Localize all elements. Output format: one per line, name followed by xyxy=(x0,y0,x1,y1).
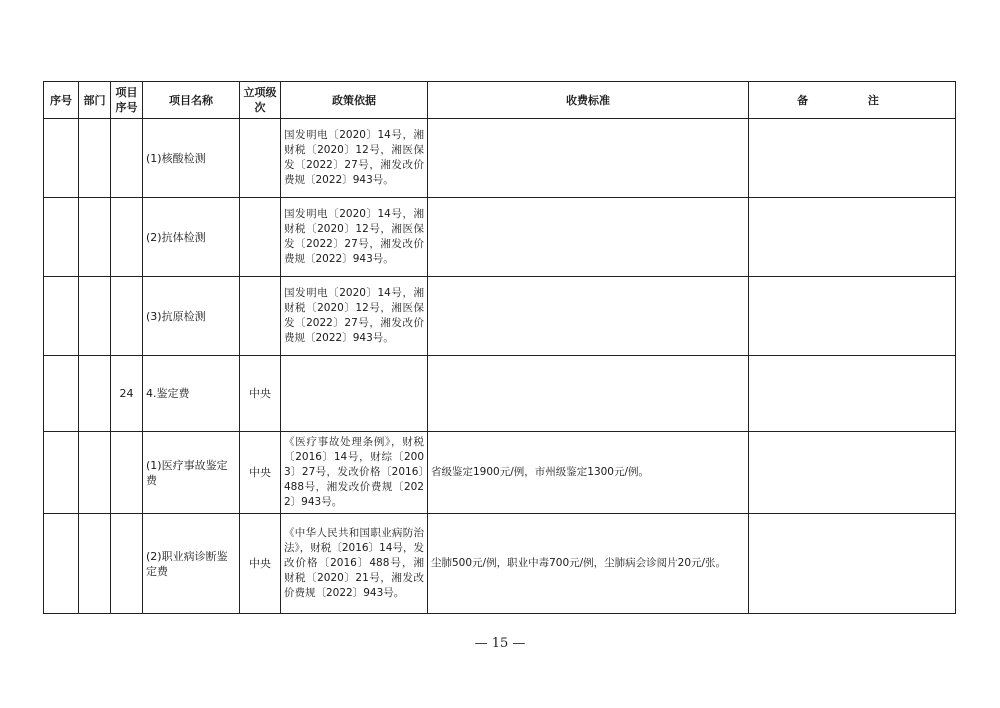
cell-remark xyxy=(749,119,956,198)
cell-item-seq xyxy=(111,119,143,198)
cell-level: 中央 xyxy=(240,514,281,614)
table-row xyxy=(44,277,956,356)
cell-policy: 《医疗事故处理条例》，财税〔2016〕14号，财综〔2003〕27号，发改价格〔2016〕488号，湘发改价费规〔2022〕943号。 xyxy=(281,432,428,514)
cell-standard xyxy=(428,198,749,277)
cell-standard xyxy=(428,277,749,356)
table-row xyxy=(44,198,956,277)
cell-policy: 国发明电〔2020〕14号，湘财税〔2020〕12号，湘医保发〔2022〕27号，湘发改价费规〔2022〕943号。 xyxy=(281,119,428,198)
cell-name: (3)抗原检测 xyxy=(143,277,240,356)
table-row xyxy=(44,119,956,198)
cell-item-seq xyxy=(111,277,143,356)
cell-item-seq xyxy=(111,198,143,277)
header-standard: 收费标准 xyxy=(428,82,749,119)
cell-seq xyxy=(44,198,79,277)
cell-dept xyxy=(79,119,111,198)
cell-seq xyxy=(44,514,79,614)
header-item-seq: 项目序号 xyxy=(111,82,143,119)
cell-remark xyxy=(749,198,956,277)
cell-level: 中央 xyxy=(240,356,281,432)
cell-name: (1)医疗事故鉴定费 xyxy=(143,432,240,514)
header-dept: 部门 xyxy=(79,82,111,119)
cell-level: 中央 xyxy=(240,432,281,514)
cell-seq xyxy=(44,356,79,432)
cell-policy: 国发明电〔2020〕14号，湘财税〔2020〕12号，湘医保发〔2022〕27号，湘发改价费规〔2022〕943号。 xyxy=(281,277,428,356)
cell-remark xyxy=(749,356,956,432)
cell-level xyxy=(240,119,281,198)
cell-level xyxy=(240,198,281,277)
cell-remark xyxy=(749,277,956,356)
header-level: 立项级次 xyxy=(240,82,281,119)
cell-item-seq: 24 xyxy=(111,356,143,432)
cell-standard: 尘肺500元/例，职业中毒700元/例，尘肺病会诊阅片20元/张。 xyxy=(428,514,749,614)
cell-dept xyxy=(79,277,111,356)
cell-policy: 国发明电〔2020〕14号，湘财税〔2020〕12号，湘医保发〔2022〕27号，湘发改价费规〔2022〕943号。 xyxy=(281,198,428,277)
table-row xyxy=(44,514,956,614)
cell-dept xyxy=(79,356,111,432)
cell-item-seq xyxy=(111,514,143,614)
table-row xyxy=(44,432,956,514)
cell-item-seq xyxy=(111,432,143,514)
cell-name: (1)核酸检测 xyxy=(143,119,240,198)
cell-remark xyxy=(749,432,956,514)
cell-dept xyxy=(79,432,111,514)
table-row xyxy=(44,356,956,432)
fee-table xyxy=(43,81,956,614)
header-remark: 备 注 xyxy=(749,82,956,119)
cell-name: (2)抗体检测 xyxy=(143,198,240,277)
header-seq: 序号 xyxy=(44,82,79,119)
cell-seq xyxy=(44,432,79,514)
cell-dept xyxy=(79,198,111,277)
cell-policy: 《中华人民共和国职业病防治法》，财税〔2016〕14号，发改价格〔2016〕488号，湘财税〔2020〕21号，湘发改价费规〔2022〕943号。 xyxy=(281,514,428,614)
cell-policy xyxy=(281,356,428,432)
cell-seq xyxy=(44,119,79,198)
cell-name: 4.鉴定费 xyxy=(143,356,240,432)
cell-remark xyxy=(749,514,956,614)
cell-dept xyxy=(79,514,111,614)
header-row xyxy=(44,82,956,119)
page-number: — 15 — xyxy=(474,636,526,651)
cell-standard: 省级鉴定1900元/例，市州级鉴定1300元/例。 xyxy=(428,432,749,514)
header-policy: 政策依据 xyxy=(281,82,428,119)
cell-standard xyxy=(428,119,749,198)
cell-level xyxy=(240,277,281,356)
header-name: 项目名称 xyxy=(143,82,240,119)
cell-seq xyxy=(44,277,79,356)
cell-standard xyxy=(428,356,749,432)
cell-name: (2)职业病诊断鉴定费 xyxy=(143,514,240,614)
